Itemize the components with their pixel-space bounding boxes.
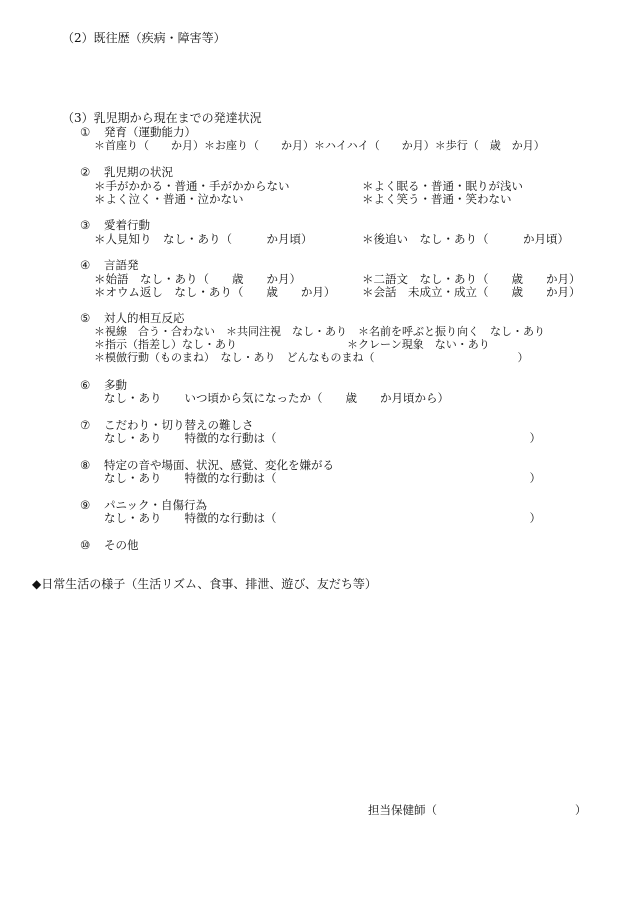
section-2-title: （2）既往歴（疾病・障害等） <box>62 31 226 45</box>
item-7-line-1: なし・あり 特徴的な行動は（ ） <box>104 431 541 445</box>
nurse-in-charge: 担当保健師（ ） <box>368 803 587 817</box>
item-3-number: ③ <box>80 218 91 232</box>
item-6-number: ⑥ <box>80 378 91 392</box>
item-5-number: ⑤ <box>80 311 91 325</box>
item-2-right-2: ＊よく笑う・普通・笑わない <box>362 192 512 206</box>
item-5-line-2: ＊指示（指差し）なし・あり ＊クレーン現象 ない・あり <box>94 338 490 351</box>
item-4-left-1: ＊始語 なし・あり（ 歳 か月） <box>94 272 301 286</box>
item-5-line-3: ＊模倣行動（ものまね） なし・あり どんなものまね（ ） <box>94 351 529 364</box>
item-2-left-1: ＊手がかかる・普通・手がかからない <box>94 179 290 193</box>
item-1-number: ① <box>80 125 91 139</box>
item-4-right-2: ＊会話 未成立・成立（ 歳 か月） <box>362 285 581 299</box>
item-10-title: その他 <box>104 538 139 552</box>
item-5-title: 対人的相互反応 <box>104 311 185 325</box>
item-2-left-2: ＊よく泣く・普通・泣かない <box>94 192 244 206</box>
item-2-title: 乳児期の状況 <box>104 165 173 179</box>
section-3-title: （3）乳児期から現在までの発達状況 <box>62 111 262 125</box>
item-1-title: 発育（運動能力） <box>104 125 196 139</box>
item-3-right-1: ＊後追い なし・あり（ か月頃） <box>362 232 569 246</box>
item-4-left-2: ＊オウム返し なし・あり（ 歳 か月） <box>94 285 336 299</box>
item-3-title: 愛着行動 <box>104 218 150 232</box>
item-9-title: パニック・自傷行為 <box>104 498 208 512</box>
item-2-number: ② <box>80 165 91 179</box>
item-8-line-1: なし・あり 特徴的な行動は（ ） <box>104 471 541 485</box>
item-10-number: ⑩ <box>80 538 91 552</box>
item-7-number: ⑦ <box>80 418 91 432</box>
item-7-title: こだわり・切り替えの難しさ <box>104 418 254 432</box>
item-5-line-1: ＊視線 合う・合わない ＊共同注視 なし・あり ＊名前を呼ぶと振り向く なし・あり <box>94 325 545 338</box>
daily-life-title: ◆日常生活の様子（生活リズム、食事、排泄、遊び、友だち等） <box>32 577 377 591</box>
item-6-line-1: なし・あり いつ頃から気になったか（ 歳 か月頃から） <box>104 391 449 405</box>
item-9-line-1: なし・あり 特徴的な行動は（ ） <box>104 511 541 525</box>
item-4-title: 言語発 <box>104 258 139 272</box>
item-6-title: 多動 <box>104 378 127 392</box>
item-8-title: 特定の音や場面、状況、感覚、変化を嫌がる <box>104 458 334 472</box>
item-4-number: ④ <box>80 258 91 272</box>
item-8-number: ⑧ <box>80 458 91 472</box>
item-1-line-1: ＊首座り（ か月）＊お座り（ か月）＊ハイハイ（ か月）＊歩行（ 歳 か月） <box>94 139 545 152</box>
item-9-number: ⑨ <box>80 498 91 512</box>
item-3-left-1: ＊人見知り なし・あり（ か月頃） <box>94 232 313 246</box>
item-4-right-1: ＊二語文 なし・あり（ 歳 か月） <box>362 272 581 286</box>
item-2-right-1: ＊よく眠る・普通・眠りが浅い <box>362 179 523 193</box>
